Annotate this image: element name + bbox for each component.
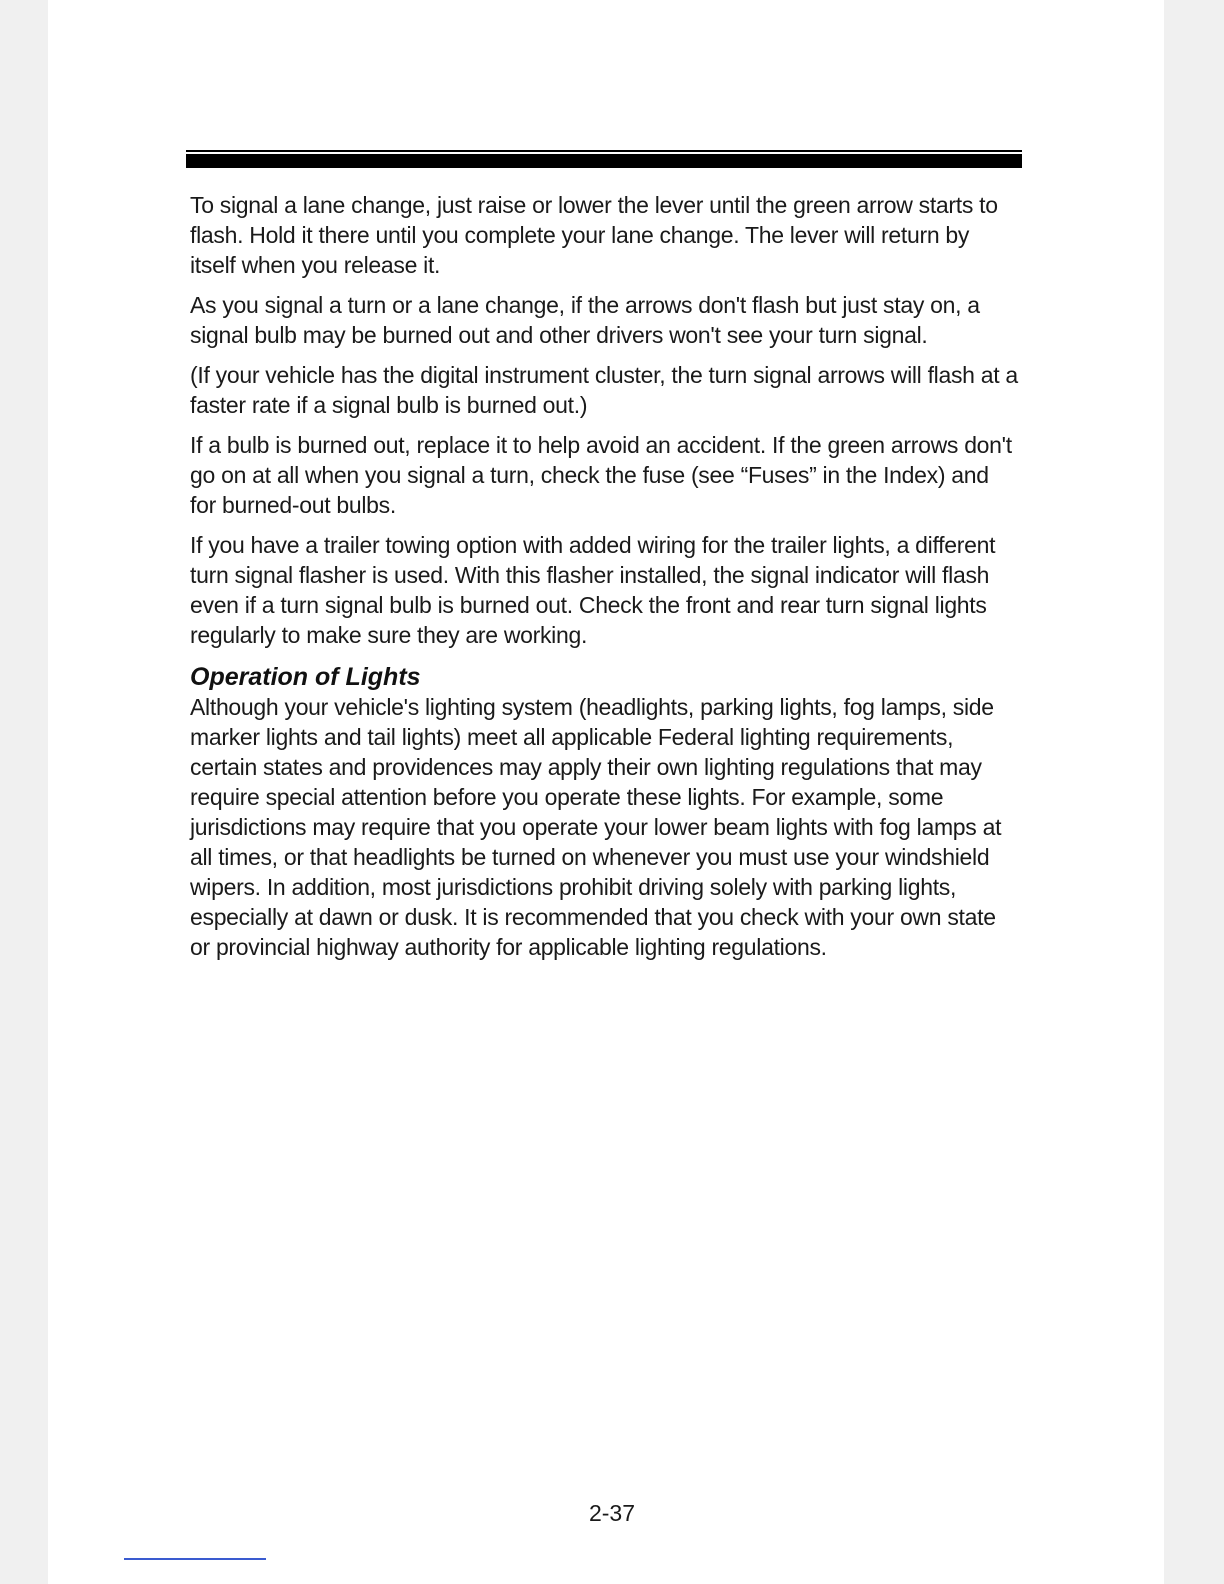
paragraph-digital-cluster: (If your vehicle has the digital instrument cluster, the turn signal arrows will flash at a faster rate if a signal bulb is burned out.)	[190, 362, 1018, 418]
section-body: Although your vehicle's lighting system (headlights, parking lights, fog lamps, side marker lights and tail lights) meet all applicable Federal lighting requirements, certain states and providences may apply their own lighting regulations that may require special attention before you operate these lights. For example, some jurisdictions may require that you operate your lower beam lights with fog lamps at all times, or that headlights be turned on whenever you must use your windshield wipers. In addition, most jurisdictions prohibit driving solely with parking lights, especially at dawn or dusk. It is recommended that you check with your own state or provincial highway authority for applicable lighting regulations.	[190, 694, 1002, 960]
header-rule-thin	[186, 150, 1022, 152]
footer-link-underline	[124, 1558, 266, 1560]
paragraph-trailer-towing: If you have a trailer towing option with added wiring for the trailer lights, a different turn signal flasher is used. With this flasher installed, the signal indicator will flash even if a turn signal bulb is burned out. Check the front and rear turn signal lights regularly to make sure they are working.	[190, 532, 996, 648]
section-heading: Operation of Lights	[190, 663, 421, 691]
paragraph-lane-change: To signal a lane change, just raise or lower the lever until the green arrow starts to flash. Hold it there until you complete your lane change. The lever will return by itself when you release it.	[190, 192, 998, 278]
page-number: 2-37	[588, 1500, 636, 1526]
header-rule	[186, 154, 1022, 168]
paragraph-bulb-burned-out: If a bulb is burned out, replace it to help avoid an accident. If the green arrows don't go on at all when you signal a turn, check the fuse (see “Fuses” in the Index) and for burned-out bulbs.	[190, 432, 1012, 518]
page-content	[190, 190, 1020, 972]
paragraph-arrows-stay-on: As you signal a turn or a lane change, if the arrows don't flash but just stay on, a signal bulb may be burned out and other drivers won't see your turn signal.	[190, 292, 980, 348]
